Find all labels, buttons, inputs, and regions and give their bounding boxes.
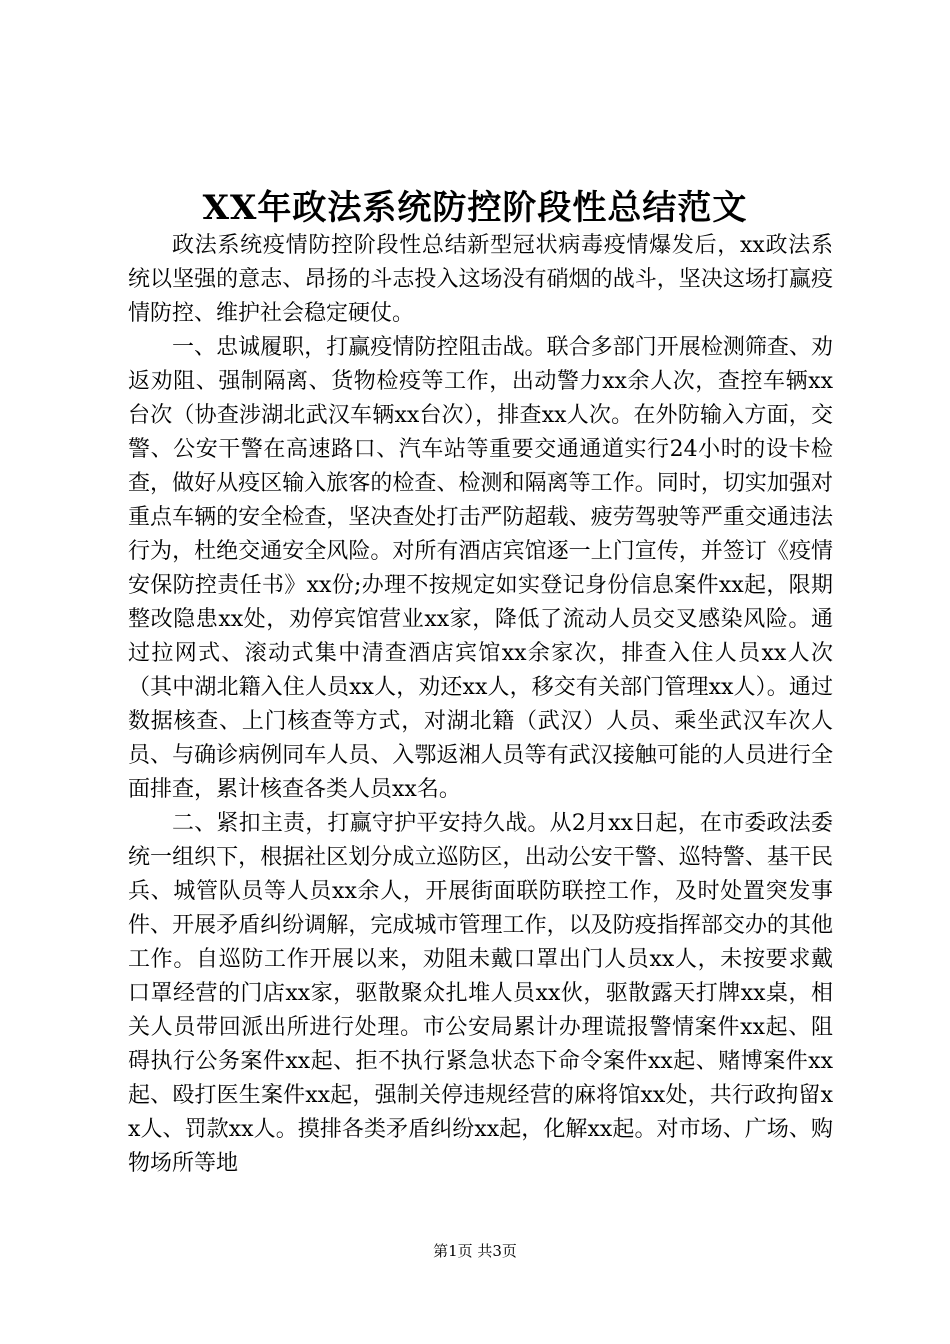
paragraph-section-one: 一、忠诚履职，打赢疫情防控阻击战。联合多部门开展检测筛查、劝返劝阻、强制隔离、货物检疫等工作，出动警力xx余人次，查控车辆xx台次（协查涉湖北武汉车辆xx台次），排查xx人次。在外防输入方面，交警、公安干警在高速路口、汽车站等重要交通通道实行24小时的设卡检查，做好从疫区输入旅客的检查、检测和隔离等工作。同时，切实加强对重点车辆的安全检查，坚决查处打击严防超载、疲劳驾驶等严重交通违法行为，杜绝交通安全风险。对所有酒店宾馆逐一上门宣传，并签订《疫情安保防控责任书》xx份;办理不按规定如实登记身份信息案件xx起，限期整改隐患xx处，劝停宾馆营业xx家，降低了流动人员交叉感染风险。通过拉网式、滚动式集中清查酒店宾馆xx余家次，排查入住人员xx人次（其中湖北籍入住人员xx人，劝还xx人，移交有关部门管理xx人）。通过数据核查、上门核查等方式，对湖北籍（武汉）人员、乘坐武汉车次人员、与确诊病例同车人员、入鄂返湘人员等有武汉接触可能的人员进行全面排查，累计核查各类人员xx名。 — [128, 335, 833, 802]
document-body — [128, 229, 833, 1181]
paragraph-intro: 政法系统疫情防控阶段性总结新型冠状病毒疫情爆发后，xx政法系统以坚强的意志、昂扬的斗志投入这场没有硝烟的战斗，坚决这场打赢疫情防控、维护社会稳定硬仗。 — [128, 233, 833, 326]
document-title: XX年政法系统防控阶段性总结范文 — [202, 188, 748, 228]
paragraph-section-two: 二、紧扣主责，打赢守护平安持久战。从2月xx日起，在市委政法委统一组织下，根据社区划分成立巡防区，出动公安干警、巡特警、基干民兵、城管队员等人员xx余人，开展街面联防联控工作，及时处置突发事件、开展矛盾纠纷调解，完成城市管理工作，以及防疫指挥部交办的其他工作。自巡防工作开展以来，劝阻未戴口罩出门人员xx人，未按要求戴口罩经营的门店xx家，驱散聚众扎堆人员xx伙，驱散露天打牌xx桌，相关人员带回派出所进行处理。市公安局累计办理谎报警情案件xx起、阻碍执行公务案件xx起、拒不执行紧急状态下命令案件xx起、赌博案件xx起、殴打医生案件xx起，强制关停违规经营的麻将馆xx处，共行政拘留xx人、罚款xx人。摸排各类矛盾纠纷xx起，化解xx起。对市场、广场、购物场所等地 — [128, 811, 833, 1176]
page-number-footer: 第1页 共3页 — [433, 1242, 517, 1260]
